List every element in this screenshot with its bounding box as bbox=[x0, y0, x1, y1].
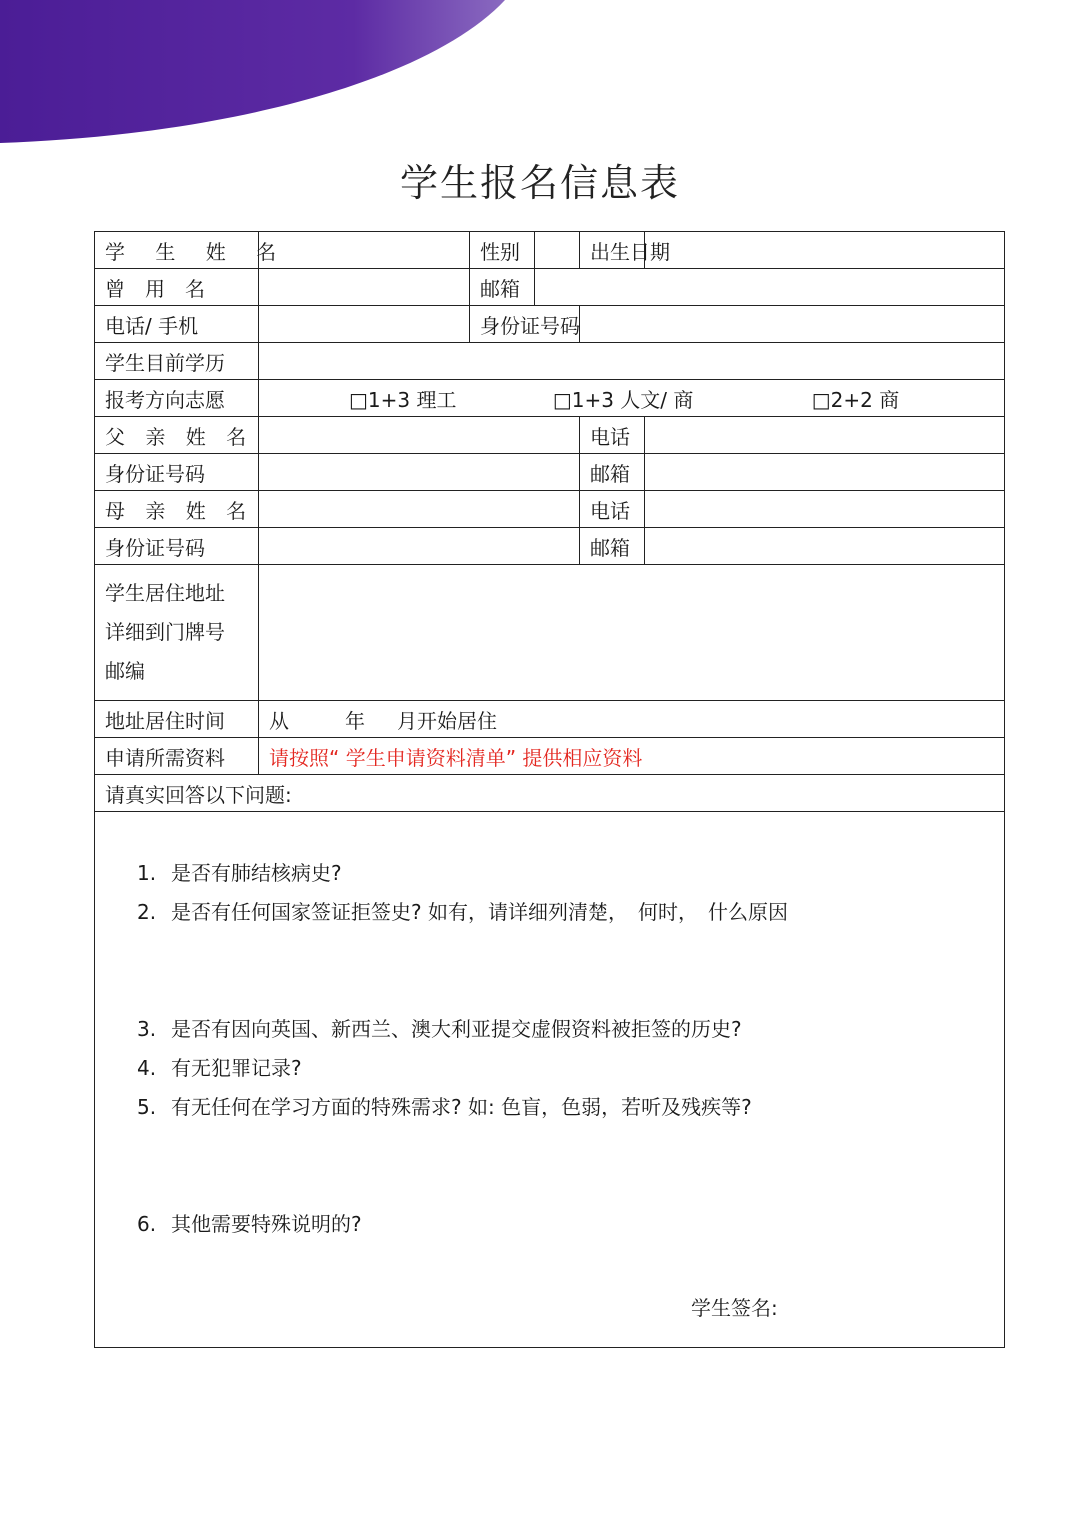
label-student-name: 学 生 姓 名 bbox=[95, 232, 259, 269]
label-mother-email: 邮箱 bbox=[580, 528, 645, 565]
label-father-email: 邮箱 bbox=[580, 454, 645, 491]
label-program: 报考方向志愿 bbox=[95, 380, 259, 417]
question-3: 3. 是否有因向英国、新西兰、澳大利亚提交虚假资料被拒签的历史? bbox=[137, 1017, 742, 1041]
option-1plus3-science[interactable]: □1+3 理工 bbox=[349, 387, 457, 412]
label-residence-time: 地址居住时间 bbox=[95, 701, 259, 738]
question-6: 6. 其他需要特殊说明的? bbox=[137, 1212, 362, 1236]
label-gender: 性别 bbox=[470, 232, 535, 269]
field-birth-date[interactable] bbox=[645, 232, 1005, 269]
questions-area[interactable] bbox=[95, 812, 1005, 1348]
row-address bbox=[95, 565, 1005, 701]
field-email[interactable] bbox=[535, 269, 1005, 306]
question-4: 4. 有无犯罪记录? bbox=[137, 1056, 302, 1080]
label-education: 学生目前学历 bbox=[95, 343, 259, 380]
label-phone: 电话/ 手机 bbox=[95, 306, 259, 343]
field-id-number[interactable] bbox=[580, 306, 1005, 343]
field-mother-id[interactable] bbox=[259, 528, 580, 565]
field-father-phone[interactable] bbox=[645, 417, 1005, 454]
row-former-name bbox=[95, 269, 1005, 306]
field-former-name[interactable] bbox=[259, 269, 470, 306]
field-student-name[interactable] bbox=[259, 232, 470, 269]
label-mother-phone: 电话 bbox=[580, 491, 645, 528]
registration-form-table bbox=[94, 231, 1005, 1348]
field-father-name[interactable] bbox=[259, 417, 580, 454]
field-father-id[interactable] bbox=[259, 454, 580, 491]
program-options bbox=[259, 380, 1005, 417]
field-mother-email[interactable] bbox=[645, 528, 1005, 565]
label-father-phone: 电话 bbox=[580, 417, 645, 454]
label-mother-name: 母 亲 姓 名 bbox=[95, 491, 259, 528]
row-questions bbox=[95, 812, 1005, 1348]
row-father-id bbox=[95, 454, 1005, 491]
label-address: 学生居住地址 详细到门牌号 邮编 bbox=[95, 565, 259, 701]
page-title: 学生报名信息表 bbox=[399, 161, 680, 205]
field-father-email[interactable] bbox=[645, 454, 1005, 491]
field-education[interactable] bbox=[259, 343, 1005, 380]
label-father-name: 父 亲 姓 名 bbox=[95, 417, 259, 454]
label-email: 邮箱 bbox=[470, 269, 535, 306]
option-1plus3-humanities[interactable]: □1+3 人文/ 商 bbox=[552, 387, 694, 412]
option-2plus2-business[interactable]: □2+2 商 bbox=[811, 387, 900, 412]
question-5: 5. 有无任何在学习方面的特殊需求? 如: 色盲，色弱，若听及残疾等? bbox=[137, 1095, 752, 1119]
row-program bbox=[95, 380, 1005, 417]
label-mother-id: 身份证号码 bbox=[95, 528, 259, 565]
field-phone[interactable] bbox=[259, 306, 470, 343]
required-docs-note: 请按照“ 学生申请资料清单” 提供相应资料 bbox=[259, 738, 1005, 775]
field-mother-name[interactable] bbox=[259, 491, 580, 528]
question-2: 2. 是否有任何国家签证拒签史? 如有，请详细列清楚， 何时， 什么原因 bbox=[137, 900, 788, 924]
field-gender[interactable] bbox=[535, 232, 580, 269]
field-address[interactable] bbox=[259, 565, 1005, 701]
question-1: 1. 是否有肺结核病史? bbox=[137, 861, 342, 885]
decorative-purple-swoosh bbox=[0, 0, 520, 150]
label-required-docs: 申请所需资料 bbox=[95, 738, 259, 775]
field-mother-phone[interactable] bbox=[645, 491, 1005, 528]
label-id-number: 身份证号码 bbox=[470, 306, 580, 343]
row-questions-intro bbox=[95, 775, 1005, 812]
row-student-name bbox=[95, 232, 1005, 269]
signature-label: 学生签名: bbox=[691, 1296, 778, 1320]
row-mother-id bbox=[95, 528, 1005, 565]
row-education bbox=[95, 343, 1005, 380]
row-residence-time bbox=[95, 701, 1005, 738]
row-required-docs bbox=[95, 738, 1005, 775]
field-residence-time[interactable]: 从 年 月开始居住 bbox=[259, 701, 1005, 738]
row-mother-name bbox=[95, 491, 1005, 528]
label-birth-date: 出生日期 bbox=[580, 232, 645, 269]
row-phone bbox=[95, 306, 1005, 343]
label-father-id: 身份证号码 bbox=[95, 454, 259, 491]
row-father-name bbox=[95, 417, 1005, 454]
questions-intro: 请真实回答以下问题: bbox=[95, 775, 1005, 812]
label-former-name: 曾 用 名 bbox=[95, 269, 259, 306]
